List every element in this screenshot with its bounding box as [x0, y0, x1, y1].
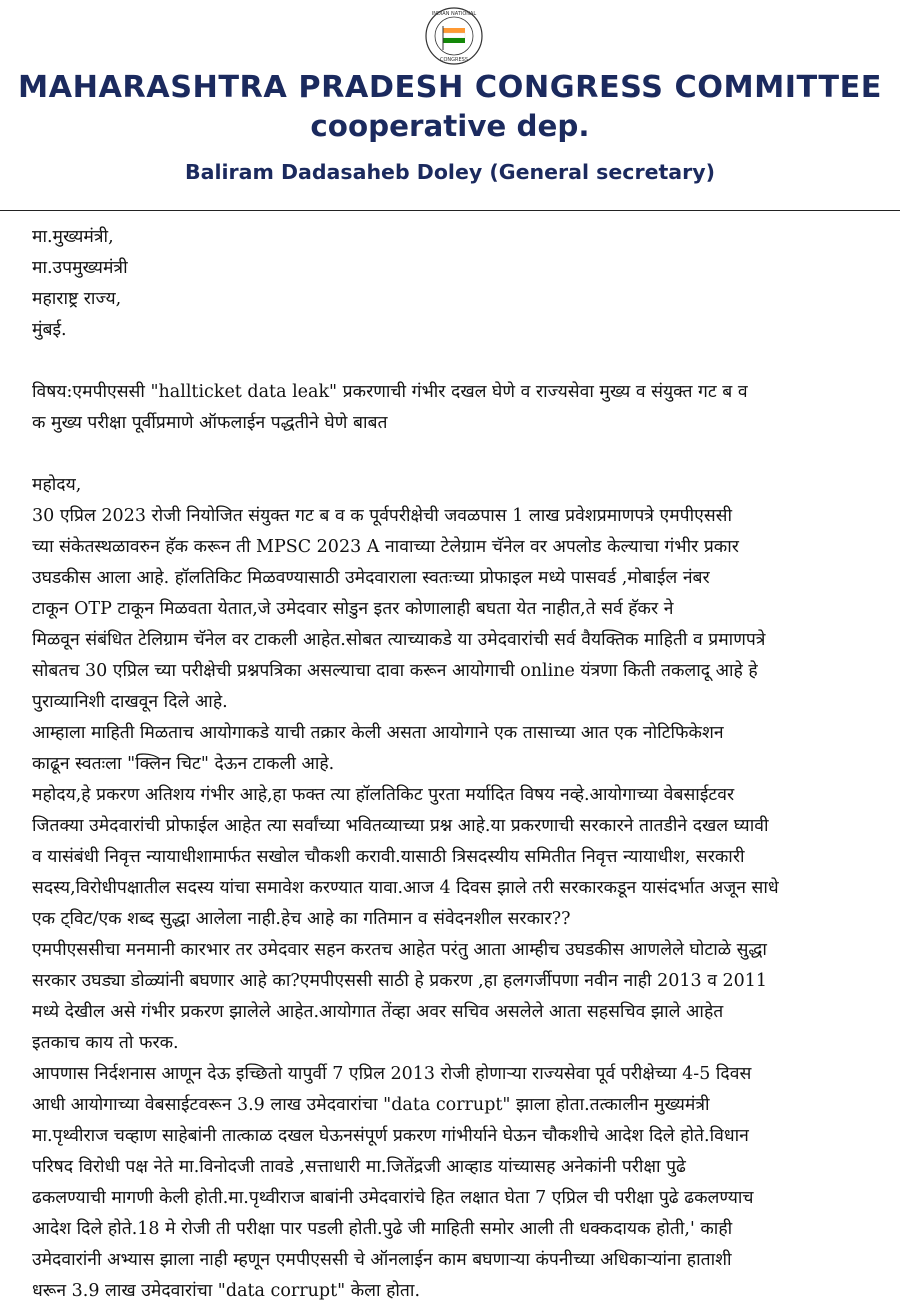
body-line: आम्हाला माहिती मिळताच आयोगाकडे याची तक्रार केली असता आयोगाने एक तासाच्या आत एक नोटिफिकेशन: [32, 723, 724, 743]
organization-title: MAHARASHTRA PRADESH CONGRESS COMMITTEE: [18, 70, 882, 105]
body-line: महोदय,हे प्रकरण अतिशय गंभीर आहे,हा फक्त त्या हॉलतिकिट पुरता मर्यादित विषय नव्हे.आयोगाच्या वेबसाईटवर: [32, 785, 735, 805]
body-line: एमपीएससीचा मनमानी कारभार तर उमेदवार सहन करतच आहेत परंतु आता आम्हीच उघडकीस आणलेले घोटाळे सुद्धा: [32, 940, 767, 960]
body-line: सदस्य,विरोधीपक्षातील सदस्य यांचा समावेश करण्यात यावा.आज 4 दिवस झाले तरी सरकारकडून यासंदर्भात अजून साधे: [32, 878, 779, 898]
body-line: मिळवून संबंधित टेलिग्राम चॅनेल वर टाकली आहेत.सोबत त्याच्याकडे या उमेदवारांची सर्व वैयक्तिक माहिती व प्रमाणपत्रे: [32, 630, 766, 650]
signatory-name: Baliram Dadasaheb Doley (General secretary): [184, 160, 716, 184]
subject-block: [32, 377, 888, 439]
body-paragraphs: [32, 501, 888, 1307]
body-line: एक ट्विट/एक शब्द सुद्धा आलेला नाही.हेच आहे का गतिमान व संवेदनशील सरकार??: [32, 909, 571, 929]
body-line: आधी आयोगाच्या वेबसाईटवरून 3.9 लाख उमेदवारांचा "data corrupt" झाला होता.तत्कालीन मुख्यमंत्री: [32, 1095, 710, 1115]
body-line: ढकलण्याची मागणी केली होती.मा.पृथ्वीराज बाबांनी उमेदवारांचे हित लक्षात घेता 7 एप्रिल ची परीक्षा पुढे ढकलण्याच: [32, 1188, 754, 1208]
subject-line: क मुख्य परीक्षा पूर्वीप्रमाणे ऑफलाईन पद्धतीने घेणे बाबत: [32, 413, 388, 433]
body-line: धरून 3.9 लाख उमेदवारांचा "data corrupt" केला होता.: [32, 1281, 421, 1301]
body-line: पुराव्यानिशी दाखवून दिले आहे.: [32, 692, 228, 712]
body-line: जितक्या उमेदवारांची प्रोफाईल आहेत त्या सर्वांच्या भवितव्याच्या प्रश्न आहे.या प्रकरणाची सरकारने तातडीने दखल घ्यावी: [32, 816, 769, 836]
letter-body: [32, 222, 888, 1307]
body-line: आपणास निर्दशनास आणून देऊ इच्छितो यापुर्वी 7 एप्रिल 2013 रोजी होणाऱ्या राज्यसेवा पूर्व परीक्षेच्या 4-5 दिवस: [32, 1064, 752, 1084]
body-line: उमेदवारांनी अभ्यास झाला नाही म्हणून एमपीएससी चे ऑनलाईन काम बघणाऱ्या कंपनीच्या अधिकाऱ्यांना हाताशी: [32, 1250, 732, 1270]
body-line: व यासंबंधी निवृत्त न्यायाधीशामार्फत सखोल चौकशी करावी.यासाठी त्रिसदस्यीय समितीत निवृत्त न्यायाधीश, सरकारी: [32, 847, 745, 867]
salutation: महोदय,: [32, 475, 82, 495]
body-line: सरकार उघड्या डोळ्यांनी बघणार आहे का?एमपीएससी साठी हे प्रकरण ,हा हलगर्जीपणा नवीन नाही 2013 व 2011: [32, 971, 768, 991]
body-line: टाकून OTP टाकून मिळवता येतात,जे उमेदवार सोडुन इतर कोणालाही बघता येत नाहीत,ते सर्व हॅकर ने: [32, 599, 674, 619]
body-line: 30 एप्रिल 2023 रोजी नियोजित संयुक्त गट ब व क पूर्वपरीक्षेची जवळपास 1 लाख प्रवेशप्रमाणपत्रे एमपीएससी: [32, 506, 733, 526]
subject-line: विषय:एमपीएससी "hallticket data leak" प्रकरणाची गंभीर दखल घेणे व राज्यसेवा मुख्य व संयुक्त गट ब व: [32, 382, 748, 402]
body-line: मध्ये देखील असे गंभीर प्रकरण झालेले आहेत.आयोगात तेंव्हा अवर सचिव असलेले आता सहसचिव झाले आहेत: [32, 1002, 724, 1022]
svg-text:CONGRESS: CONGRESS: [439, 57, 469, 63]
svg-text:INDIAN NATIONAL: INDIAN NATIONAL: [431, 11, 477, 17]
congress-logo: [424, 6, 484, 66]
addressee-block: [32, 222, 888, 346]
body-line: आदेश दिले होते.18 मे रोजी ती परीक्षा पार पडली होती.पुढे जी माहिती समोर आली ती धक्कदायक होती,' काही: [32, 1219, 733, 1239]
body-line: परिषद विरोधी पक्ष नेते मा.विनोदजी तावडे ,सत्ताधारी मा.जितेंद्रजी आव्हाड यांच्यासह अनेकांनी परीक्षा पुढे: [32, 1157, 686, 1177]
body-line: काढून स्वतःला "क्लिन चिट" देऊन टाकली आहे.: [32, 754, 335, 774]
body-line: उघडकीस आला आहे. हॉलतिकिट मिळवण्यासाठी उमेदवाराला स्वतःच्या प्रोफाइल मध्ये पासवर्ड ,मोबाईल नंबर: [32, 568, 710, 588]
body-line: च्या संकेतस्थळावरुन हॅक करून ती MPSC 2023 A नावाच्या टेलेग्राम चॅनेल वर अपलोड केल्याचा गंभीर प्रकार: [32, 537, 739, 557]
addressee-line: मा.मुख्यमंत्री,: [32, 227, 114, 247]
header-divider: [0, 210, 900, 211]
addressee-line: मा.उपमुख्यमंत्री: [32, 258, 128, 278]
body-line: मा.पृथ्वीराज चव्हाण साहेबांनी तात्काळ दखल घेऊनसंपूर्ण प्रकरण गांभीर्याने घेऊन चौकशीचे आदेश दिले होते.विधान: [32, 1126, 749, 1146]
department-title: cooperative dep.: [310, 109, 590, 143]
addressee-line: महाराष्ट्र राज्य,: [32, 289, 122, 309]
body-line: इतकाच काय तो फरक.: [32, 1033, 179, 1053]
addressee-line: मुंबई.: [32, 320, 67, 340]
body-line: सोबतच 30 एप्रिल च्या परीक्षेची प्रश्नपत्रिका असल्याचा दावा करून आयोगाची online यंत्रणा किती तकलादू आहे हे: [32, 661, 758, 681]
